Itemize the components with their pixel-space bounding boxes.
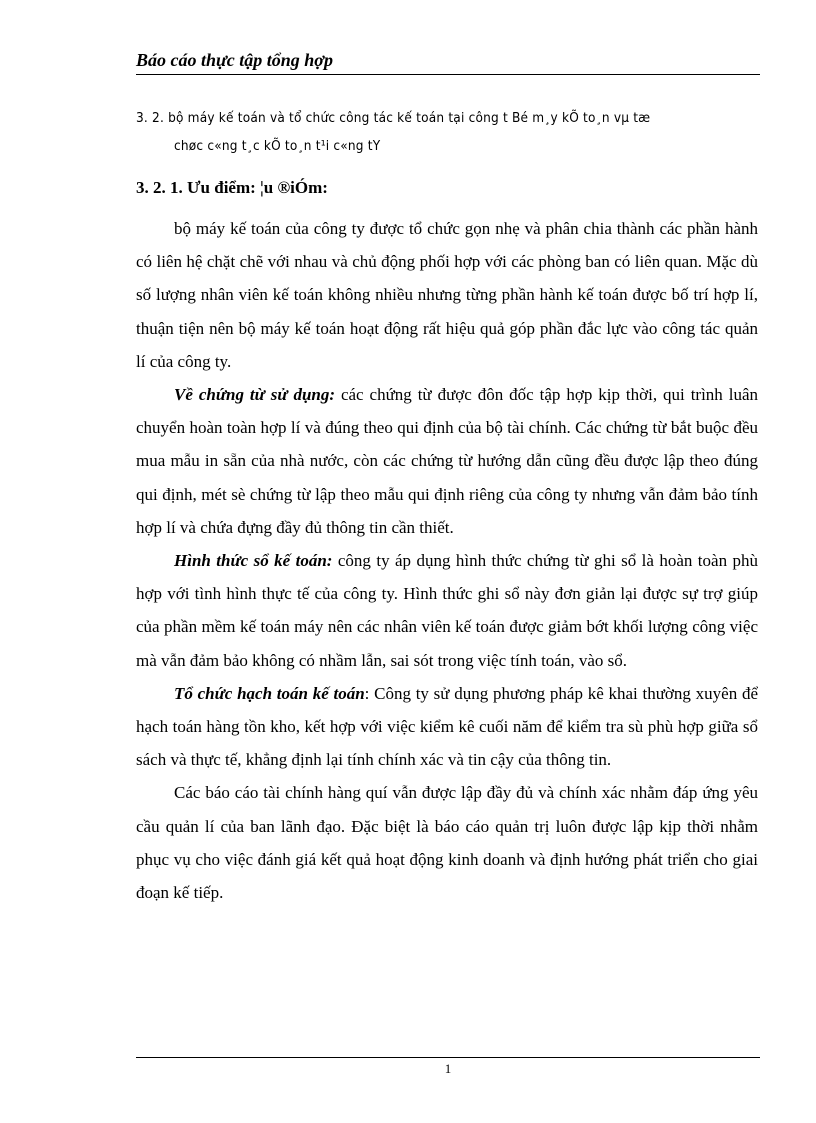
paragraph	[136, 776, 758, 909]
page-number: 1	[444, 1061, 452, 1076]
paragraph	[136, 677, 758, 777]
paragraph-lead: Tổ chức hạch toán kế toán	[174, 683, 365, 703]
paragraph-text: : Công ty sử dụng phương pháp kê khai thường xuyên để hạch toán hàng tồn kho, kết hợp với việc kiểm kê cuối năm để kiểm tra sù phù hợp giữa sổ sách và thực tế, khẳng định lại tính chính xác và tin cậy của thông tin.	[136, 683, 758, 770]
body-text	[136, 212, 758, 909]
paragraph-text: bộ máy kế toán của công ty được tổ chức gọn nhẹ và phân chia thành các phần hành có liên hệ chặt chẽ với nhau và chủ động phối hợp với các phòng ban có liên quan. Mặc dù số lượng nhân viên kế toán không nhiều nhưng từng phần hành kế toán được bố trí hợp lí, thuận tiện nên bộ máy kế toán hoạt động rất hiệu quả góp phần đắc lực vào công tác quản lí của công ty.	[136, 219, 758, 371]
page-header	[136, 50, 760, 75]
paragraph-text: công ty áp dụng hình thức chứng từ ghi sổ là hoàn toàn phù hợp với tình hình thực tế của công ty. Hình thức ghi sổ này đơn giản lại được sự trợ giúp của phần mềm kế toán máy nên các nhân viên kế toán được giảm bớt khối lượng công việc mà vẫn đảm bảo không có nhầm lẫn, sai sót trong việc tính toán, vào sổ.	[136, 551, 758, 670]
page-footer	[136, 1057, 760, 1077]
paragraph	[136, 212, 758, 378]
header-title: Báo cáo thực tập tổng hợp	[136, 50, 333, 70]
section-heading-line1: 3. 2. bộ máy kế toán và tổ chức công tác kế toán tại công t Bé m¸y kÕ to¸n vµ tæ	[136, 110, 651, 126]
paragraph	[136, 544, 758, 677]
subheading: 3. 2. 1. Ưu điểm: ¦u ®iÓm:	[136, 178, 328, 197]
section-heading	[136, 104, 766, 160]
paragraph-text: Các báo cáo tài chính hàng quí vẫn được lập đầy đủ và chính xác nhằm đáp ứng yêu cầu quản lí của ban lãnh đạo. Đặc biệt là báo cáo quản trị luôn được lập kịp thời nhằm phục vụ cho việc đánh giá kết quả hoạt động kinh doanh và định hướng phát triển cho giai đoạn kế tiếp.	[136, 783, 758, 903]
paragraph-text: các chứng từ được đôn đốc tập hợp kịp thời, qui trình luân chuyển hoàn toàn hợp lí và đúng theo qui định của bộ tài chính. Các chứng từ bắt buộc đều mua mẫu in sẵn của nhà nước, còn các chứng từ hướng dẫn cũng đều được lập theo đúng qui định, mét sè chứng từ lập theo mẫu qui định riêng của công ty nhưng vẫn đảm bảo tính hợp lí và chứa đựng đầy đủ thông tin cần thiết.	[136, 385, 758, 537]
paragraph-lead: Về chứng từ sử dụng:	[174, 385, 336, 405]
section-heading-line2: chøc c«ng t¸c kÕ to¸n t¹i c«ng tY	[174, 138, 381, 154]
paragraph-lead: Hình thức sổ kế toán:	[174, 551, 333, 571]
paragraph	[136, 378, 758, 544]
